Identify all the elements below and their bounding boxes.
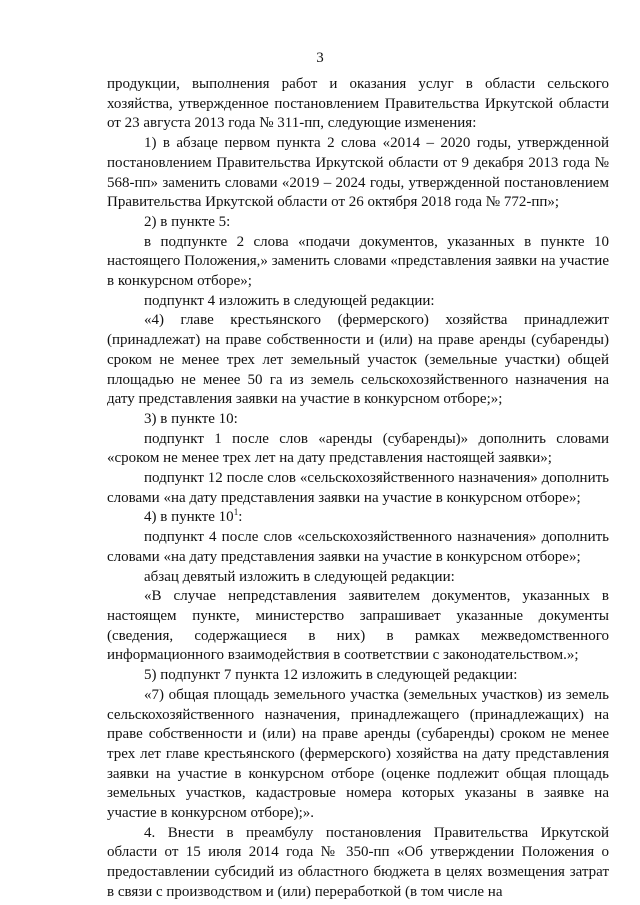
superscript: 1 — [233, 507, 239, 518]
paragraph: продукции, выполнения работ и оказания услуг в области сельского хозяйства, утвержденное постановлением Правительства Иркутской области от 23 августа 2013 года № 311-пп, следующие изменения: — [107, 76, 609, 132]
paragraph: 1) в абзаце первом пункта 2 слова «2014 – 2020 годы, утвержденной постановлением Правительства Иркутской области от 9 декабря 2013 года № 568-пп» заменить словами «2019 – 2024 годы, утвержденной постановлением Правительства Иркутской области от 26 октября 2018 года № 772-пп»; — [107, 135, 609, 211]
paragraph: 4. Внести в преамбулу постановления Правительства Иркутской области от 15 июля 2014 года № 350-пп «Об утверждении Положения о предоставлении субсидий из областного бюджета в целях возмещения затрат в связи с производством и (или) переработкой (в том числе на — [107, 824, 609, 900]
paragraph: «7) общая площадь земельного участка (земельных участков) из земель сельскохозяйственного назначения, принадлежащего (принадлежащих) на праве собственности и (или) на праве аренды (субаренды) сроком не менее трех лет главе крестьянского (фермерского) хозяйства на дату представления заявки на участие в конкурсном отборе (оценке подлежит общая площадь земельных участков, кадастровые номера которых указаны в заявке на участие в конкурсном отборе);». — [107, 686, 609, 822]
paragraph: подпункт 4 после слов «сельскохозяйственного назначения» дополнить словами «на дату представления заявки на участие в конкурсном отборе»; — [107, 529, 609, 565]
paragraph: 5) подпункт 7 пункта 12 изложить в следующей редакции: — [144, 667, 518, 684]
paragraph: подпункт 12 после слов «сельскохозяйственного назначения» дополнить словами «на дату представления заявки на участие в конкурсном отборе»; — [107, 470, 609, 506]
paragraph: «В случае непредставления заявителем документов, указанных в настоящем пункте, министерство запрашивает указанные документы (сведения, содержащиеся в них) в рамках межведомственного информационного взаимодействия в соответствии с законодательством.»; — [107, 588, 609, 664]
paragraph: 3) в пункте 10: — [144, 410, 238, 427]
paragraph: 4) в пункте $10^1$: — [144, 507, 243, 526]
page-number: 3 — [316, 50, 324, 66]
paragraph: подпункт 1 после слов «аренды (субаренды)» дополнить словами «сроком не менее трех лет на дату представления настоящей заявки»; — [107, 430, 609, 467]
paragraph: абзац девятый изложить в следующей редакции: — [144, 568, 455, 585]
paragraph: «4) главе крестьянского (фермерского) хозяйства принадлежит (принадлежат) на праве собственности и (или) на праве аренды (субаренды) сроком не менее трех лет земельный участок (земельные участки) общей площадью не менее 50 га из земель сельскохозяйственного назначения на дату представления заявки на участие в конкурсном отборе;»; — [107, 312, 609, 408]
paragraph: в подпункте 2 слова «подачи документов, указанных в пункте 10 настоящего Положения,» заменить словами «представления заявки на участие в конкурсном отборе»; — [107, 233, 609, 290]
paragraph: 2) в пункте 5: — [144, 213, 231, 230]
paragraph: подпункт 4 изложить в следующей редакции: — [144, 292, 435, 309]
document-body — [107, 75, 609, 903]
